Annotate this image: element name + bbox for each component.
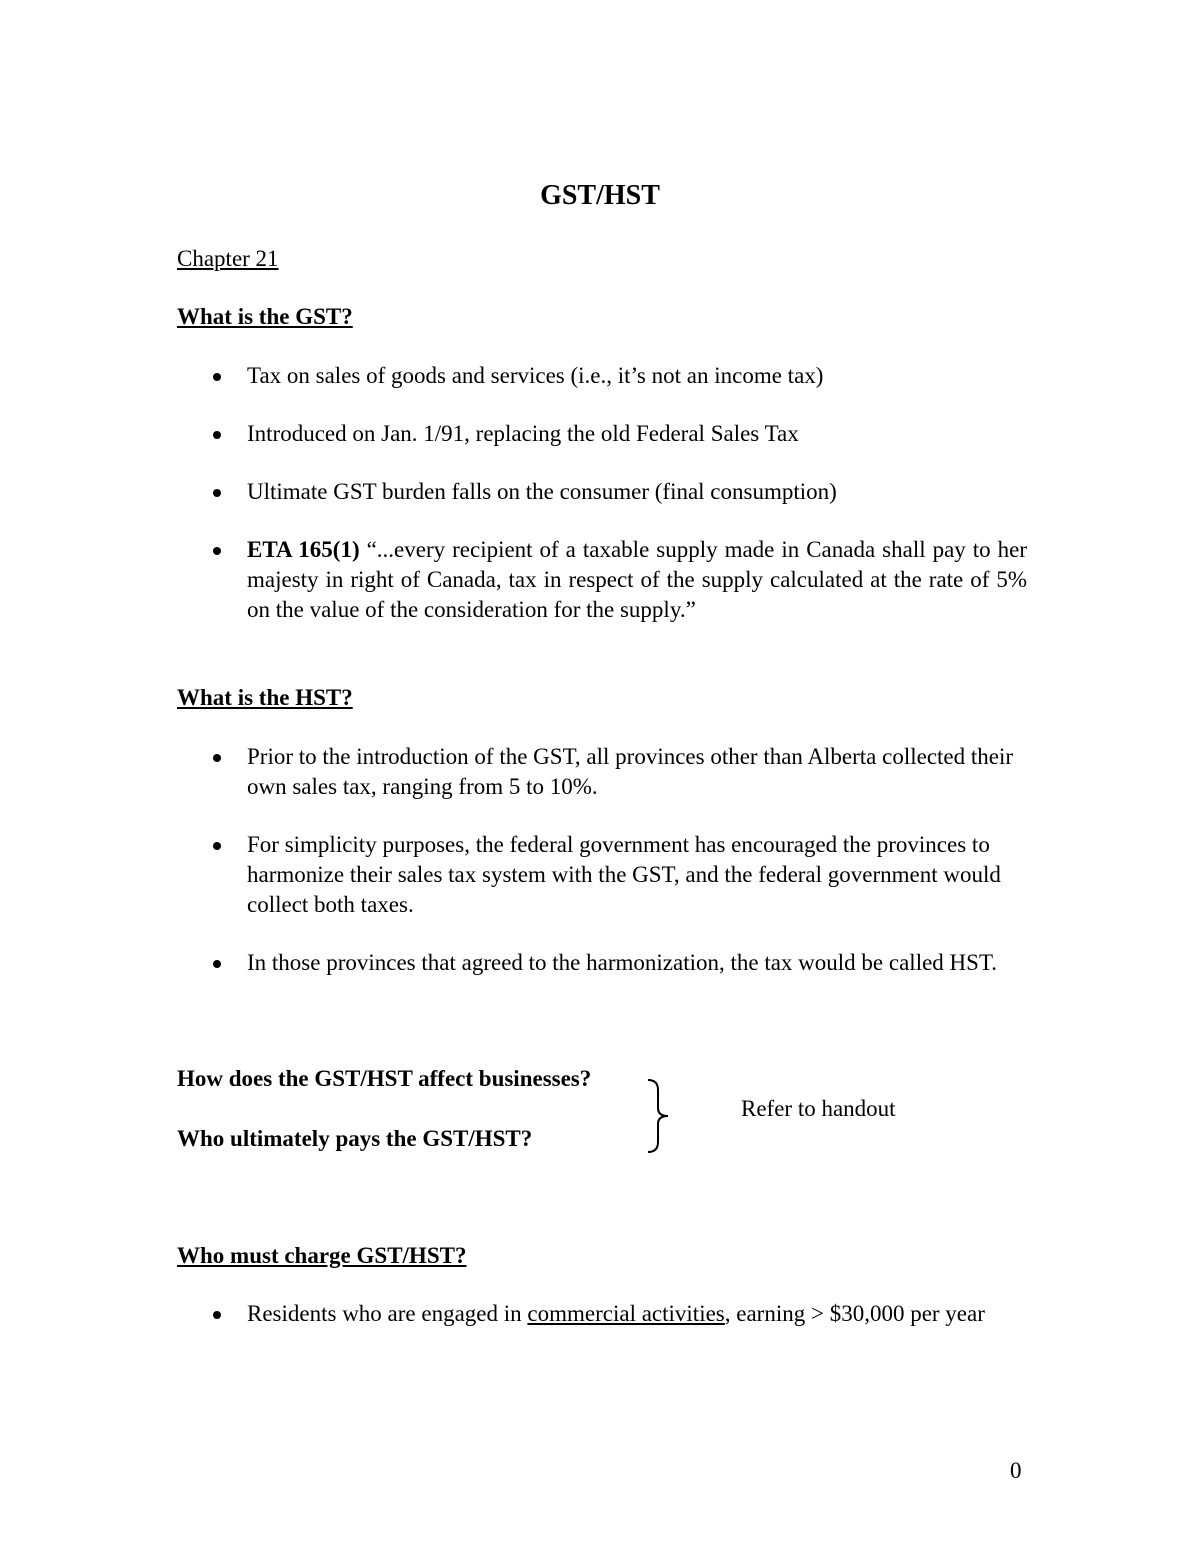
list-item-text: For simplicity purposes, the federal government has encouraged the provinces to harmonize their sales tax system with the GST, and the federal government would collect both taxes. [247,832,1001,917]
refer-to-handout-note: Refer to handout [741,1096,896,1121]
chapter-label: Chapter 21 [177,246,279,271]
eta-reference: ETA 165(1) [247,537,360,562]
bullet-icon [213,842,221,850]
list-item-text: Tax on sales of goods and services (i.e., it’s not an income tax) [247,363,824,388]
hst-section-heading: What is the HST? [177,685,353,710]
list-item [177,361,1027,391]
charge-section-heading: Who must charge GST/HST? [177,1243,467,1268]
list-item [177,1299,1027,1329]
bullet-icon [213,431,221,439]
page-number: 0 [1010,1458,1022,1483]
list-item-text: In those provinces that agreed to the harmonization, the tax would be called HST. [247,950,998,975]
commercial-activities-term: commercial activities [527,1301,725,1326]
bullet-icon [213,373,221,381]
gst-section-heading: What is the GST? [177,304,353,329]
list-item [177,419,1027,449]
gst-bullet-list [177,361,1027,625]
list-item-text: Prior to the introduction of the GST, all provinces other than Alberta collected their own sales tax, ranging from 5 to 10%. [247,744,1014,799]
question-businesses: How does the GST/HST affect businesses? [177,1066,592,1091]
list-item [177,830,1022,920]
bullet-icon [213,547,221,555]
list-item-text: Ultimate GST burden falls on the consumer (final consumption) [247,479,837,504]
hst-bullet-list [177,742,1022,978]
bullet-icon [213,754,221,762]
list-item [177,477,1027,507]
bullet-icon [213,1311,221,1319]
right-brace-icon [646,1076,674,1156]
bullet-icon [213,489,221,497]
list-item-text-suffix: , earning > $30,000 per year [724,1301,985,1326]
question-who-pays: Who ultimately pays the GST/HST? [177,1126,533,1151]
charge-bullet-list [177,1299,1027,1329]
list-item [177,948,1022,978]
bullet-icon [213,960,221,968]
eta-quote: “...every recipient of a taxable supply made in Canada shall pay to her majesty in right of Canada, tax in respect of the supply calculated at the rate of 5% on the value of the consideration for the supply.” [247,537,1027,622]
list-item [177,535,1027,625]
page-title: GST/HST [540,180,660,211]
list-item-text: Residents who are engaged in [247,1301,528,1326]
list-item [177,742,1022,802]
list-item-text: Introduced on Jan. 1/91, replacing the old Federal Sales Tax [247,421,799,446]
